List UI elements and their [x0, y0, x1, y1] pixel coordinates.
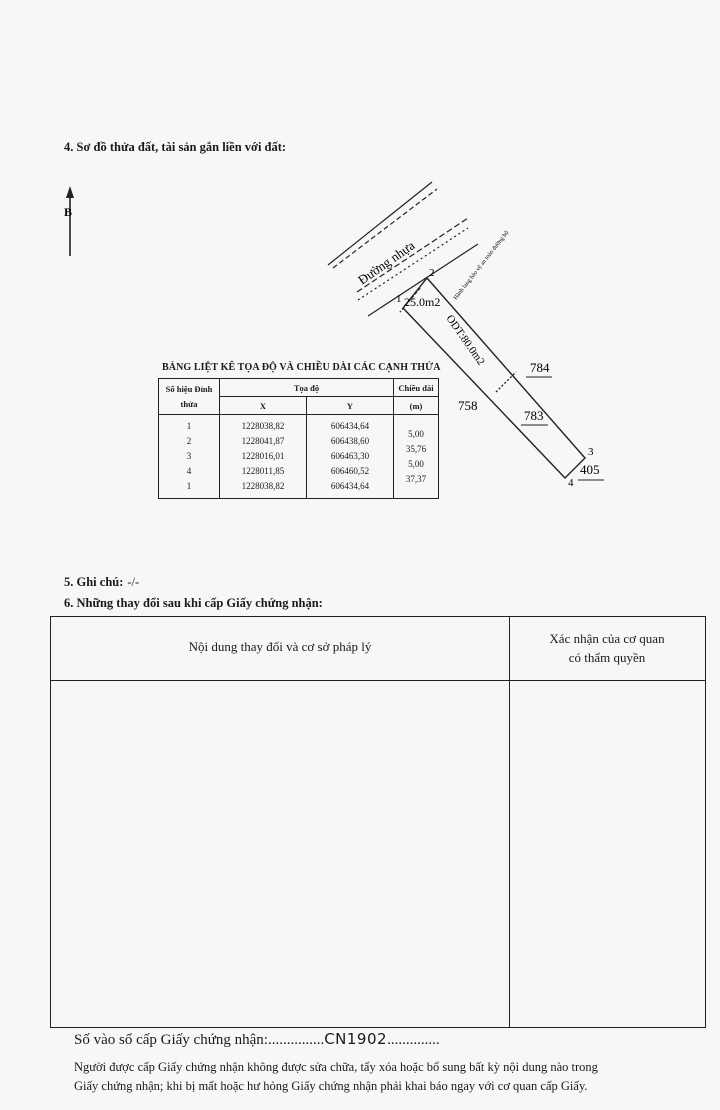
table-cell: 1228041,87: [241, 436, 285, 446]
register-line: [74, 1030, 440, 1049]
section-5: [64, 573, 139, 591]
table-cell: 3: [186, 451, 192, 461]
neighbor-784-label: 784: [530, 360, 550, 375]
table-cell: 606434,64: [330, 481, 370, 491]
register-label: Số vào sổ cấp Giấy chứng nhận:: [74, 1032, 268, 1048]
table-cell: 5,00: [408, 429, 424, 439]
table-cell: 4: [186, 466, 192, 476]
north-label: B: [64, 205, 73, 219]
table-cell: 606460,52: [330, 466, 370, 476]
table-cell: 5,00: [408, 459, 424, 469]
plot-area-label: ODT:80.0m2: [443, 312, 487, 368]
footer-note-line2: Giấy chứng nhận; khi bị mất hoặc hư hỏng Giấy chứng nhận phải khai báo ngay với cơ quan cấp Giấy.: [74, 1079, 588, 1093]
table-cell: 1228011,85: [241, 466, 285, 476]
table-cell: 606434,64: [330, 421, 370, 431]
table-cell: 37,37: [405, 474, 427, 484]
coord-table-title: BẢNG LIỆT KÊ TỌA ĐỘ VÀ CHIỀU DÀI CÁC CẠNH THỬA: [162, 362, 441, 373]
neighbor-758-label: 758: [458, 398, 478, 413]
changes-confirm-header: [509, 629, 705, 667]
table-cell: 2: [186, 436, 192, 446]
table-cell: 1: [186, 421, 192, 431]
table-cell: 606463,30: [330, 451, 370, 461]
section-5-value: -/-: [127, 575, 140, 589]
length-column: [394, 415, 439, 499]
table-cell: 606438,60: [330, 436, 370, 446]
vertex-3-label: 3: [588, 446, 594, 458]
header-point-text: Số hiệu Đỉnh thửa: [165, 383, 213, 409]
footer-note-line1: Người được cấp Giấy chứng nhận không được sửa chữa, tẩy xóa hoặc bổ sung bất kỳ nội dung nào trong: [74, 1060, 598, 1074]
vertex-2-label: 2: [429, 267, 435, 279]
changes-table: [50, 616, 706, 1028]
changes-confirm-line1: Xác nhận của cơ quan: [549, 631, 665, 646]
header-coords: Tọa độ: [220, 379, 394, 397]
register-dots-after: ..............: [387, 1032, 440, 1048]
x-column: [220, 415, 307, 499]
vertex-4-label: 4: [568, 477, 574, 489]
header-length: Chiều dài: [394, 379, 439, 397]
corridor-label: Hành lang bảo vệ an toàn đường bộ: [452, 230, 511, 302]
changes-content-header: Nội dung thay đổi và cơ sở pháp lý: [188, 639, 372, 654]
vertex-1-label: 1: [396, 293, 402, 305]
footer-note: [74, 1058, 598, 1096]
table-cell: 1228038,82: [241, 421, 285, 431]
header-point: [159, 379, 220, 415]
header-x: X: [220, 397, 307, 415]
neighbor-783-label: 783: [524, 408, 544, 423]
point-column: [159, 415, 220, 499]
road-label: Đường nhựa: [355, 237, 418, 288]
register-dots-before: ...............: [267, 1032, 325, 1048]
header-unit: (m): [394, 397, 439, 415]
north-arrow-icon: [66, 186, 74, 256]
section-4-title: 4. Sơ đồ thửa đất, tài sản gắn liền với đất:: [64, 140, 287, 154]
road-area-label: 25.0m2: [404, 295, 441, 309]
changes-confirm-line2: có thẩm quyền: [568, 650, 646, 665]
table-cell: 1228038,82: [241, 481, 285, 491]
section-5-title: 5. Ghi chú:: [64, 575, 124, 589]
table-cell: 1: [186, 481, 192, 491]
coord-table: [158, 378, 439, 499]
table-cell: 35,76: [405, 444, 427, 454]
table-cell: 1228016,01: [241, 451, 285, 461]
y-column: [307, 415, 394, 499]
section-6-title: 6. Những thay đổi sau khi cấp Giấy chứng nhận:: [64, 596, 323, 610]
neighbor-405-label: 405: [580, 462, 600, 477]
register-number: CN1902: [324, 1030, 388, 1048]
header-y: Y: [307, 397, 394, 415]
